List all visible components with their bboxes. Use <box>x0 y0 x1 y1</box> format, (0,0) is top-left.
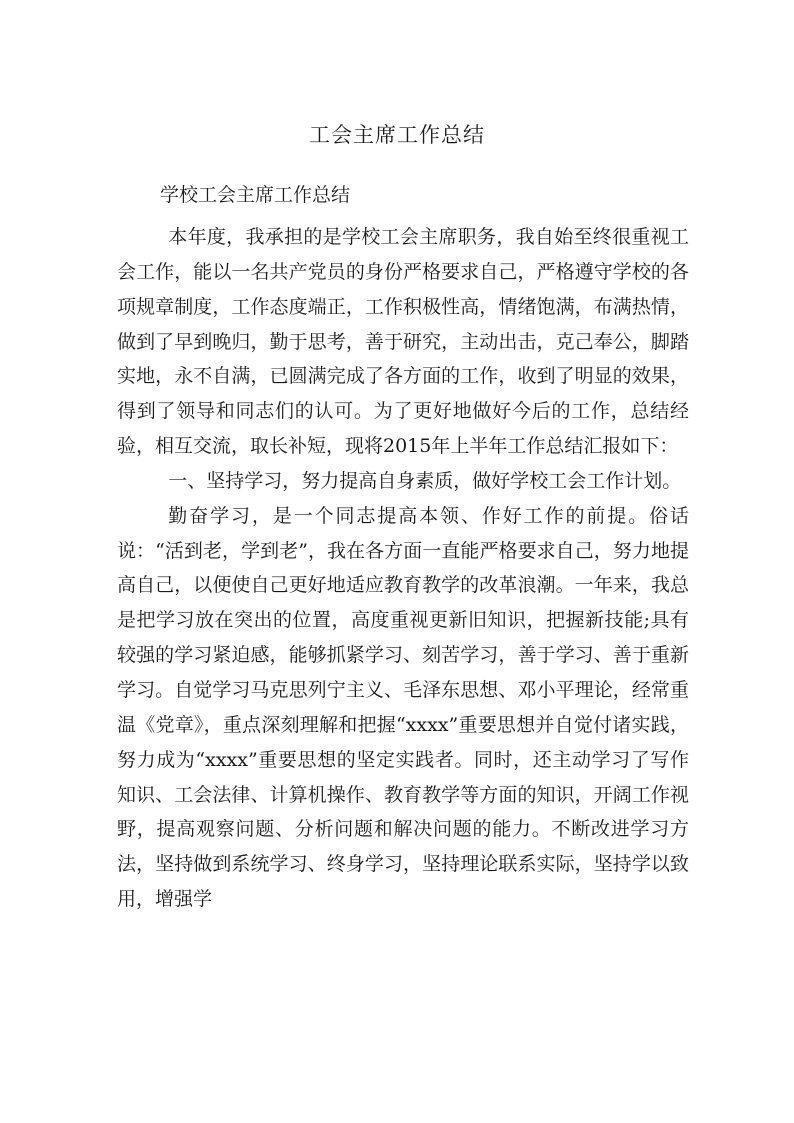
document-title: 工会主席工作总结 <box>309 123 485 147</box>
paragraph-intro: 本年度，我承担的是学校工会主席职务，我自始至终很重视工会工作，能以一名共产党员的身份严格要求自己，严格遵守学校的各项规章制度，工作态度端正，工作积极性高，情绪饱满，布满热情，做到了早到晚归，勤于思考，善于研究，主动出击，克己奉公，脚踏实地，永不自满，已圆满完成了各方面的工作，收到了明显的效果，得到了领导和同志们的认可。为了更好地做好今后的工作，总结经验，相互交流，取长补短，现将2015年上半年工作总结汇报如下： <box>117 226 689 458</box>
section-heading-1: 一、坚持学习，努力提高自身素质，做好学校工会工作计划。 <box>168 469 682 492</box>
document-subtitle: 学校工会主席工作总结 <box>160 184 351 206</box>
paragraph-study: 勤奋学习，是一个同志提高本领、作好工作的前提。俗话说：“活到老，学到老”，我在各方面一直能严格要求自己，努力地提高自己，以便使自己更好地适应教育教学的改革浪潮。一年来，我总是把学习放在突出的位置，高度重视更新旧知识，把握新技能;具有较强的学习紧迫感，能够抓紧学习、刻苦学习，善于学习、善于重新学习。自觉学习马克思列宁主义、毛泽东思想、邓小平理论，经常重温《党章》，重点深刻理解和把握“xxxx”重要思想并自觉付诸实践，努力成为“xxxx”重要思想的坚定实践者。同时，还主动学习了写作知识、工会法律、计算机操作、教育教学等方面的知识，开阔工作视野，提高观察问题、分析问题和解决问题的能力。不断改进学习方法，坚持做到系统学习、终身学习，坚持理论联系实际，坚持学以致用，增强学 <box>117 504 689 911</box>
document-body <box>117 220 689 917</box>
